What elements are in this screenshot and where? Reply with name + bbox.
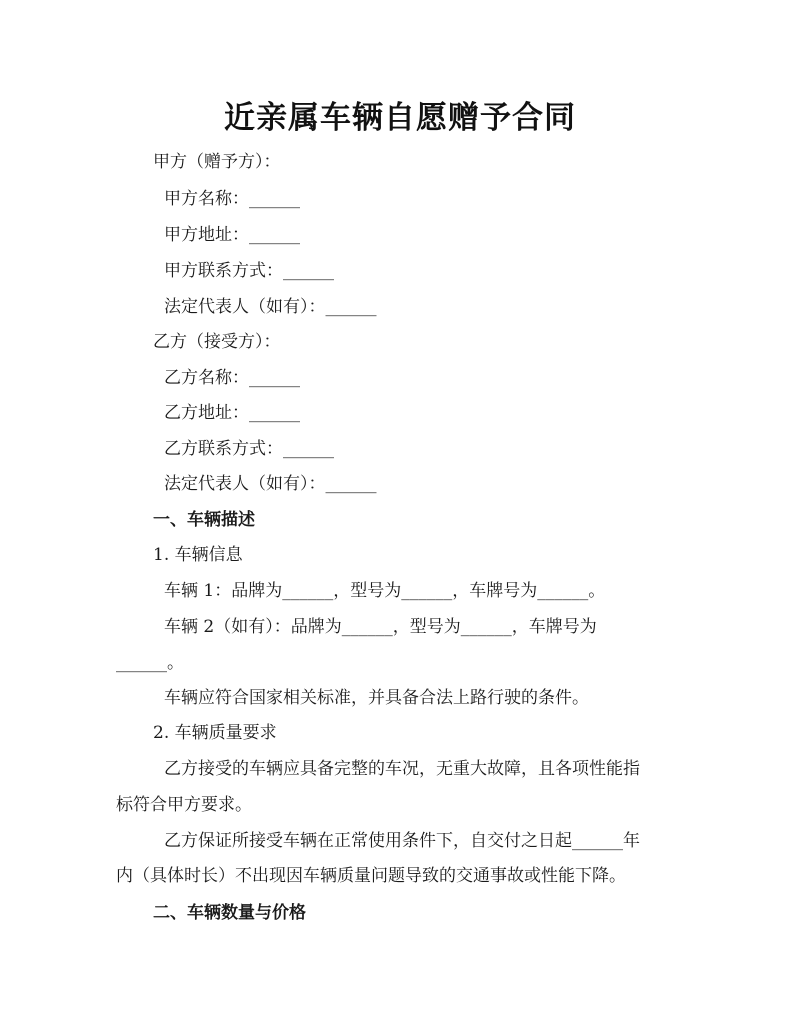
party-a-name: 甲方名称：______ — [164, 189, 300, 209]
section-2-heading: 二、车辆数量与价格 — [153, 903, 306, 923]
quality-text-line-2: 标符合甲方要求。 — [116, 795, 252, 815]
party-b-address: 乙方地址：______ — [164, 403, 300, 423]
party-a-representative: 法定代表人（如有）：______ — [164, 297, 377, 317]
vehicle-standard-text: 车辆应符合国家相关标准，并具备合法上路行驶的条件。 — [164, 688, 589, 708]
party-a-heading: 甲方（赠予方）： — [153, 152, 281, 172]
party-b-contact: 乙方联系方式：______ — [164, 439, 334, 459]
guarantee-text-line-2: 内（具体时长）不出现因车辆质量问题导致的交通事故或性能下降。 — [116, 866, 626, 886]
vehicle-1-info: 车辆 1：品牌为______，型号为______，车牌号为______。 — [164, 581, 606, 601]
section-1-heading: 一、车辆描述 — [153, 510, 255, 530]
vehicle-2-info-line-2: ______。 — [116, 653, 184, 673]
party-a-address: 甲方地址：______ — [164, 225, 300, 245]
party-a-contact: 甲方联系方式：______ — [164, 261, 334, 281]
document-title: 近亲属车辆自愿赠予合同 — [224, 100, 576, 136]
party-b-name: 乙方名称：______ — [164, 368, 300, 388]
guarantee-text-line-1: 乙方保证所接受车辆在正常使用条件下，自交付之日起______年 — [164, 831, 640, 851]
section-1-sub2-heading: 2. 车辆质量要求 — [153, 723, 277, 743]
party-b-heading: 乙方（接受方）： — [153, 332, 281, 352]
section-1-sub1-heading: 1. 车辆信息 — [153, 545, 243, 565]
quality-text-line-1: 乙方接受的车辆应具备完整的车况，无重大故障，且各项性能指 — [164, 759, 640, 779]
vehicle-2-info-line-1: 车辆 2（如有）：品牌为______，型号为______，车牌号为 — [164, 617, 597, 637]
party-b-representative: 法定代表人（如有）：______ — [164, 474, 377, 494]
